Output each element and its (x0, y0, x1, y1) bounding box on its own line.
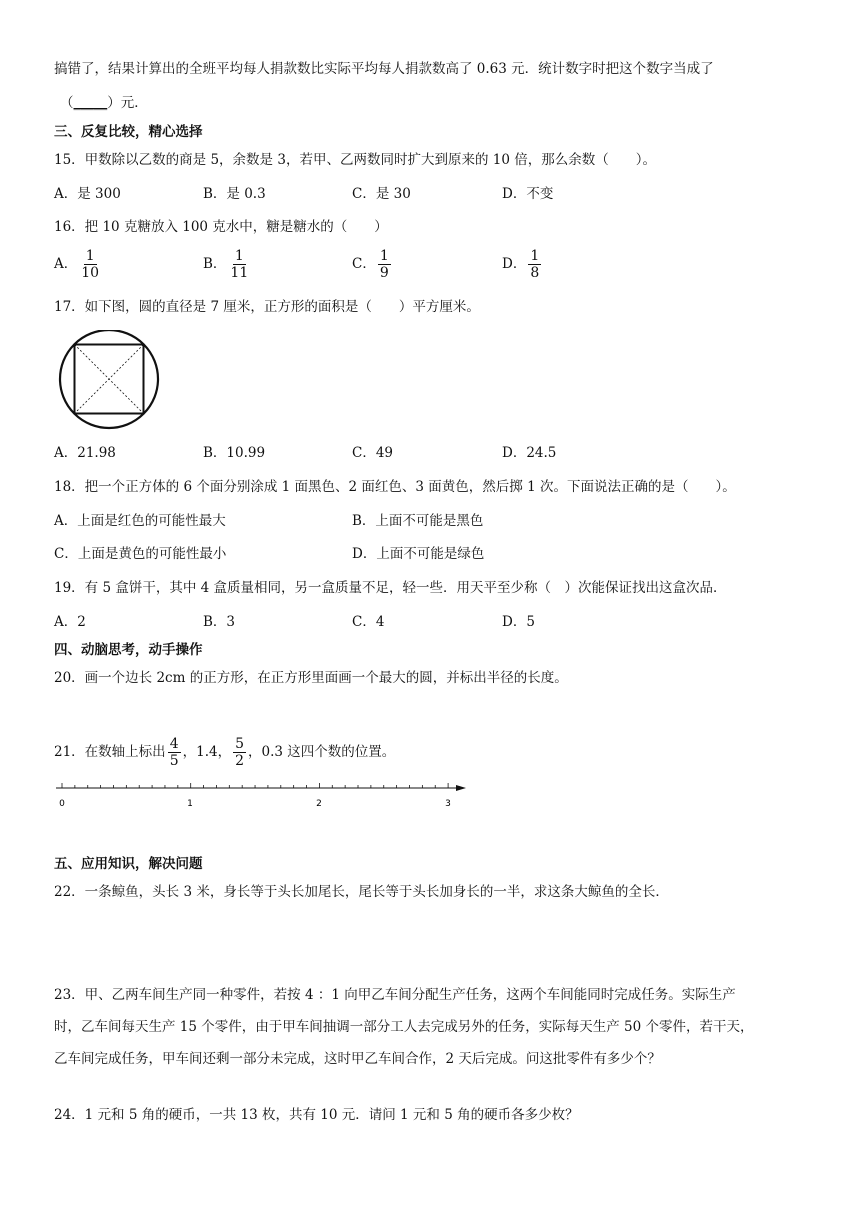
number-line[interactable] (50, 778, 470, 812)
section-3-title: 三、反复比较，精心选择 (54, 124, 203, 140)
q18-option-b[interactable]: B．上面不可能是黑色 (352, 513, 484, 529)
q19-option-a[interactable]: A．2 (54, 614, 86, 630)
q17-text: 17．如下图，圆的直径是 7 厘米，正方形的面积是（ ）平方厘米。 (54, 299, 480, 315)
number-line-arrow-icon (456, 785, 466, 791)
q15-option-b[interactable]: B．是 0.3 (203, 186, 266, 202)
q21-prefix: 21．在数轴上标出 (54, 744, 166, 760)
q23-line-1: 23．甲、乙两车间生产同一种零件，若按 4 ：1 向甲乙车间分配生产任务，这两个车间能同时完成任务。实际生产 (54, 987, 736, 1003)
answer-bracket-close: ）元． (107, 95, 148, 111)
q18-option-c[interactable]: C．上面是黄色的可能性最小 (54, 546, 227, 562)
fraction-numerator: 1 (530, 248, 540, 264)
q16-option-c[interactable] (352, 248, 393, 281)
axis-label-1: 1 (187, 799, 193, 809)
q15-text: 15．甲数除以乙数的商是 5，余数是 3，若甲、乙两数同时扩大到原来的 10 倍，那么余数（ ）。 (54, 152, 656, 168)
q16-option-d[interactable] (502, 248, 543, 281)
axis-label-3: 3 (445, 799, 451, 809)
circle-square-figure (54, 330, 166, 430)
q21-suffix: ，0.3 这四个数的位置。 (248, 744, 396, 760)
q19-option-d[interactable]: D．5 (502, 614, 535, 630)
axis-label-2: 2 (316, 799, 322, 809)
fraction-denominator: 5 (169, 753, 179, 769)
q16-option-a-label: A． (54, 256, 78, 272)
q19-option-c[interactable]: C．4 (352, 614, 385, 630)
q21-fraction-1 (168, 736, 181, 769)
fraction-numerator: 1 (85, 248, 95, 264)
q15-option-c[interactable]: C．是 30 (352, 186, 411, 202)
q19-text: 19．有 5 盒饼干，其中 4 盒质量相同，另一盒质量不足，轻一些．用天平至少称（ ）次能保证找出这盒次品． (54, 580, 727, 596)
q16-text: 16．把 10 克糖放入 100 克水中，糖是糖水的（ ） (54, 219, 388, 235)
q23-line-2: 时，乙车间每天生产 15 个零件，由于甲车间抽调一部分工人去完成另外的任务，实际每天生产 50 个零件，若干天， (54, 1019, 754, 1035)
answer-blank[interactable]: _____ (73, 95, 108, 111)
q18-option-a[interactable]: A．上面是红色的可能性最大 (54, 513, 226, 529)
q17-option-a[interactable]: A．21.98 (54, 445, 116, 461)
q24-text: 24．1 元和 5 角的硬币，一共 13 枚，共有 10 元．请问 1 元和 5 角的硬币各多少枚？ (54, 1107, 579, 1123)
section-4-title: 四、动脑思考，动手操作 (54, 642, 203, 658)
q16-option-c-fraction (378, 248, 391, 281)
q16-option-d-fraction (528, 248, 541, 281)
fraction-denominator: 11 (230, 265, 249, 281)
q19-option-b[interactable]: B．3 (203, 614, 236, 630)
q23-line-3: 乙车间完成任务，甲车间还剩一部分未完成，这时甲乙车间合作，2 天后完成。问这批零件有多少个？ (54, 1051, 661, 1067)
answer-bracket-open: （ (60, 95, 74, 111)
q16-option-b-fraction (228, 248, 250, 281)
q16-option-b[interactable] (203, 248, 252, 281)
q21-fraction-2 (233, 736, 246, 769)
number-line-ticks (62, 783, 448, 788)
fraction-numerator: 1 (379, 248, 389, 264)
section-5-title: 五、应用知识，解决问题 (54, 856, 203, 872)
q20-text: 20．画一个边长 2cm 的正方形，在正方形里面画一个最大的圆，并标出半径的长度。 (54, 670, 568, 686)
fraction-numerator: 4 (169, 736, 179, 752)
q17-option-d[interactable]: D．24.5 (502, 445, 557, 461)
fraction-denominator: 8 (530, 265, 540, 281)
prev-question-line-2 (60, 94, 148, 112)
fraction-numerator: 5 (235, 736, 245, 752)
q21-text (54, 732, 395, 772)
q18-option-d[interactable]: D．上面不可能是绿色 (352, 546, 485, 562)
q16-option-a-fraction (79, 248, 101, 281)
q22-text: 22．一条鲸鱼，头长 3 米，身长等于头长加尾长，尾长等于头长加身长的一半，求这条大鲸鱼的全长． (54, 884, 669, 900)
fraction-numerator: 1 (234, 248, 244, 264)
figure-diagonal-2 (75, 345, 144, 414)
q18-text: 18．把一个正方体的 6 个面分别涂成 1 面黑色、2 面红色、3 面黄色，然后掷 1 次。下面说法正确的是（ ）。 (54, 479, 736, 495)
q15-option-d[interactable]: D．不变 (502, 186, 554, 202)
q16-option-a[interactable] (54, 248, 103, 281)
fraction-denominator: 10 (81, 265, 100, 281)
q21-mid: ，1.4， (182, 744, 232, 760)
fraction-denominator: 9 (379, 265, 389, 281)
q17-option-c[interactable]: C．49 (352, 445, 394, 461)
fraction-denominator: 2 (235, 753, 245, 769)
q16-option-c-label: C． (352, 256, 376, 272)
prev-question-line-1: 搞错了，结果计算出的全班平均每人捐款数比实际平均每人捐款数高了 0.63 元．统计数字时把这个数字当成了 (54, 61, 714, 77)
q16-option-b-label: B． (203, 256, 227, 272)
axis-label-0: 0 (59, 799, 65, 809)
q16-option-d-label: D． (502, 256, 527, 272)
q15-option-a[interactable]: A．是 300 (54, 186, 121, 202)
q17-option-b[interactable]: B．10.99 (203, 445, 266, 461)
